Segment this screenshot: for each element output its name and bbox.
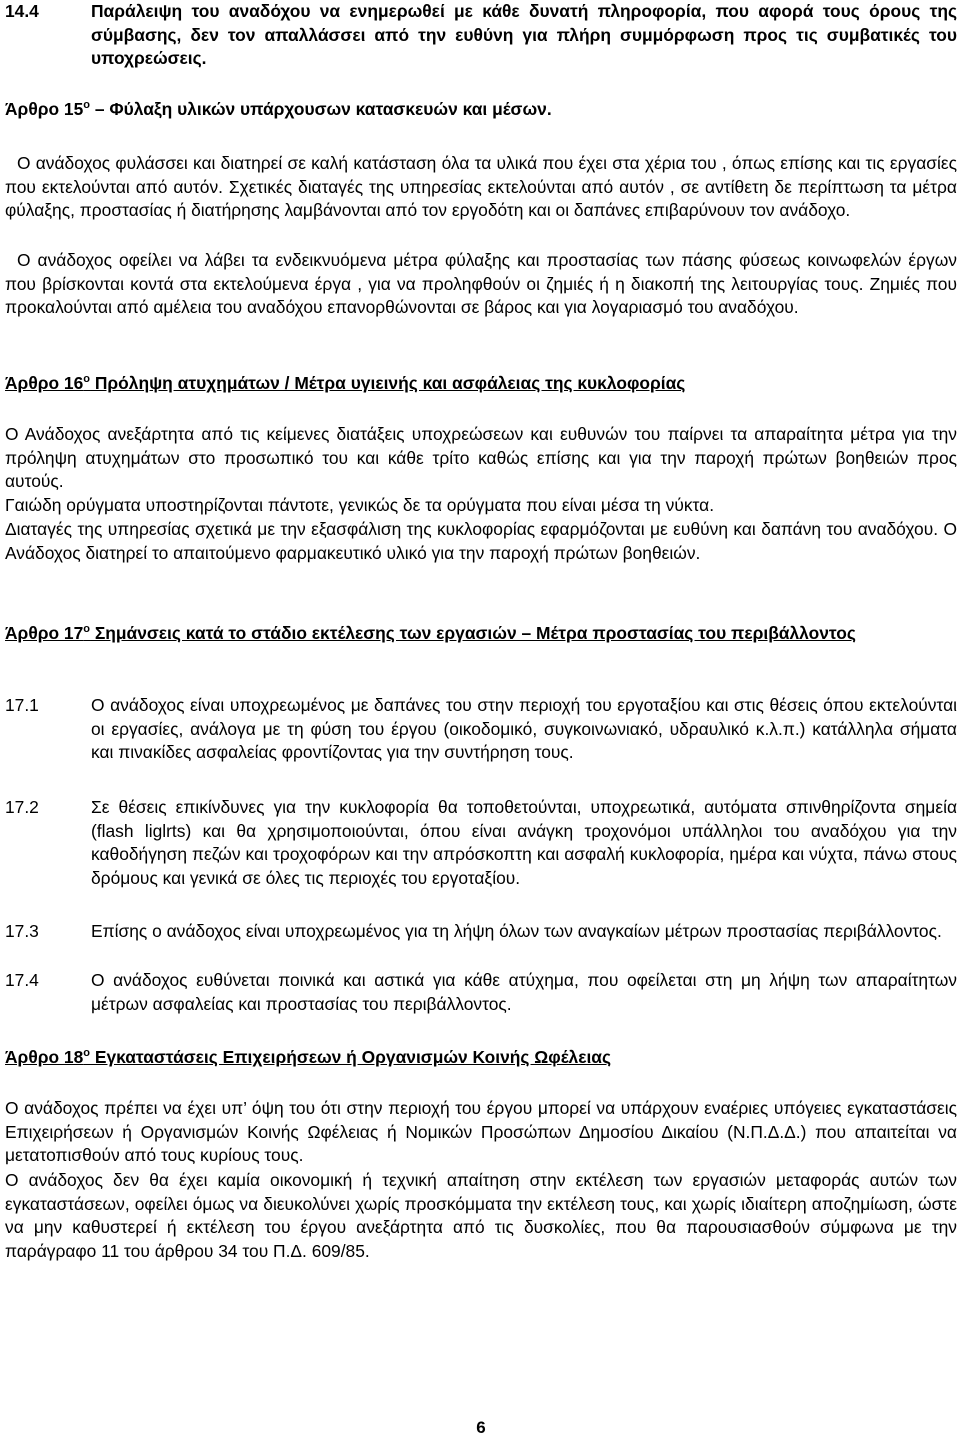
- article-15-prefix: Άρθρο 15: [5, 99, 84, 119]
- item-text: Ο ανάδοχος ευθύνεται ποινικά και αστικά για κάθε ατύχημα, που οφείλεται στη μη λήψη των απαραίτητων μέτρων ασφαλείας και προστασίας του περιβάλλοντος.: [91, 970, 957, 1014]
- article-18-title: Εγκαταστάσεις Επιχειρήσεων ή Οργανισμών Κοινής Ωφέλειας: [90, 1047, 612, 1067]
- article-15-title: – Φύλαξη υλικών υπάρχουσων κατασκευών και μέσων.: [90, 99, 552, 119]
- item-number: 17.4: [5, 970, 39, 990]
- article-17-sup: ο: [83, 623, 91, 636]
- item-number: 17.3: [5, 921, 39, 941]
- article-17-title: Σημάνσεις κατά το στάδιο εκτέλεσης των εργασιών – Μέτρα προστασίας του περιβάλλοντος: [90, 623, 856, 643]
- article-15-sup: ο: [83, 99, 91, 112]
- item-text: Σε θέσεις επικίνδυνες για την κυκλοφορία θα τοποθετούνται, υποχρεωτικά, αυτόματα σπινθηρίζοντα σημεία (flash liglrts) και θα χρησιμοποιούνται, όπου είναι ανάγκη τροχονόμοι υπάλληλοι του αναδόχου για την καθοδήγηση πεζών και τροχοφόρων και την απρόσκοπτη και ασφαλή κυκλοφορία, ημέρα και νύχτα, πάνω στους δρόμους και γενικά σε όλες τις περιοχές του εργοταξίου.: [91, 797, 957, 888]
- article-18-sup: ο: [83, 1047, 91, 1060]
- article-17-heading: [5, 622, 957, 646]
- document-page: [5, 0, 957, 1440]
- article-16-paragraph-2: Γαιώδη ορύγματα υποστηρίζονται πάντοτε, γενικώς δε τα ορύγματα που είναι μέσα τη νύκτα.: [5, 495, 715, 515]
- article-16-heading: [5, 372, 957, 396]
- article-15-paragraph-1: Ο ανάδοχος φυλάσσει και διατηρεί σε καλή κατάσταση όλα τα υλικά που έχει στα χέρια του , όπως επίσης και τις εργασίες που εκτελούνται από αυτόν. Σχετικές διαταγές της υπηρεσίας εκτελούνται από αυτόν , σε αντίθετη δε περίπτωση τα μέτρα φύλαξης, προστασίας ή διατήρησης λαμβάνονται από τον εργοδότη και οι δαπάνες επιβαρύνουν τον ανάδοχο.: [5, 153, 957, 221]
- article-16-paragraph-1: Ο Ανάδοχος ανεξάρτητα από τις κείμενες διατάξεις υποχρεώσεων και ευθυνών του παίρνει τα απαραίτητα μέτρα για την πρόληψη ατυχημάτων στο προσωπικό του και κάθε τρίτο καθώς επίσης και για την παροχή πρώτων βοηθειών προς αυτούς.: [5, 424, 957, 492]
- article-15-paragraph-2: Ο ανάδοχος οφείλει να λάβει τα ενδεικνυόμενα μέτρα φύλαξης και προστασίας των πάσης φύσεως κοινωφελών έργων που βρίσκονται κοντά στα εκτελούμενα έργα , για να προληφθούν οι ζημιές ή η διακοπή της λειτουργίας τους. Ζημιές που προκαλούνται από αμέλεια του αναδόχου επανορθώνονται σε βάρος και για λογαριασμό του αναδόχου.: [5, 250, 957, 318]
- item-text: Επίσης ο ανάδοχος είναι υποχρεωμένος για τη λήψη όλων των αναγκαίων μέτρων προστασίας περιβάλλοντος.: [91, 921, 942, 941]
- article-17-prefix: Άρθρο 17: [5, 623, 84, 643]
- item-number: 17.1: [5, 695, 39, 715]
- section-number: 14.4: [5, 1, 39, 21]
- article-18-heading: [5, 1046, 957, 1070]
- section-14-4-text: Παράλειψη του αναδόχου να ενημερωθεί με κάθε δυνατή πληροφορία, που αφορά τους όρους της σύμβασης, δεν τον απαλλάσσει από την ευθύνη για πλήρη συμμόρφωση προς τις συμβατικές του υποχρεώσεις.: [91, 1, 957, 69]
- article-16-sup: ο: [83, 373, 91, 386]
- item-text: Ο ανάδοχος είναι υποχρεωμένος με δαπάνες του στην περιοχή του εργοταξίου και στις θέσεις όπου εκτελούνται οι εργασίες, ανάλογα με τη φύση του έργου (οικοδομικό, συγκοινωνιακό, υδραυλικό κ.λ.π.) κατάλληλα σήματα και πινακίδες ασφαλείας φροντίζοντας για την συντήρηση τους.: [91, 695, 957, 763]
- article-15-heading: [5, 98, 957, 122]
- article-18-prefix: Άρθρο 18: [5, 1047, 84, 1067]
- item-number: 17.2: [5, 797, 39, 817]
- article-16-prefix: Άρθρο 16: [5, 373, 84, 393]
- page-number: 6: [476, 1418, 486, 1437]
- article-16-title: Πρόληψη ατυχημάτων / Μέτρα υγιεινής και ασφάλειας της κυκλοφορίας: [90, 373, 686, 393]
- article-18-paragraph-1: Ο ανάδοχος πρέπει να έχει υπ’ όψη του ότι στην περιοχή του έργου μπορεί να υπάρχουν εναέριες υπόγειες εγκαταστάσεις Επιχειρήσεων ή Οργανισμών Κοινής Ωφέλειας ή Νομικών Προσώπων Δημοσίου Δικαίου (Ν.Π.Δ.Δ.) που απαιτείται να μετατοπισθούν από τους κυρίους τους.: [5, 1098, 957, 1166]
- article-16-paragraph-3: Διαταγές της υπηρεσίας σχετικά με την εξασφάλιση της κυκλοφορίας εφαρμόζονται με ευθύνη και δαπάνη του αναδόχου. Ο Ανάδοχος διατηρεί το απαιτούμενο φαρμακευτικό υλικό για την παροχή πρώτων βοηθειών.: [5, 519, 957, 563]
- article-18-paragraph-2: Ο ανάδοχος δεν θα έχει καμία οικονομική ή τεχνική απαίτηση στην εκτέλεση των εργασιών μεταφοράς αυτών των εγκαταστάσεων, οφείλει όμως να διευκολύνει χωρίς προσκόμματα την εκτέλεση τους, και χωρίς ιδιαίτερη αποζημίωση, ώστε να μην καθυστερεί ή εκτέλεση του έργου ανεξάρτητα από τις δυσκολίες, που θα παρουσιασθούν σύμφωνα με την παράγραφο 11 του άρθρου 34 του Π.Δ. 609/85.: [5, 1170, 957, 1261]
